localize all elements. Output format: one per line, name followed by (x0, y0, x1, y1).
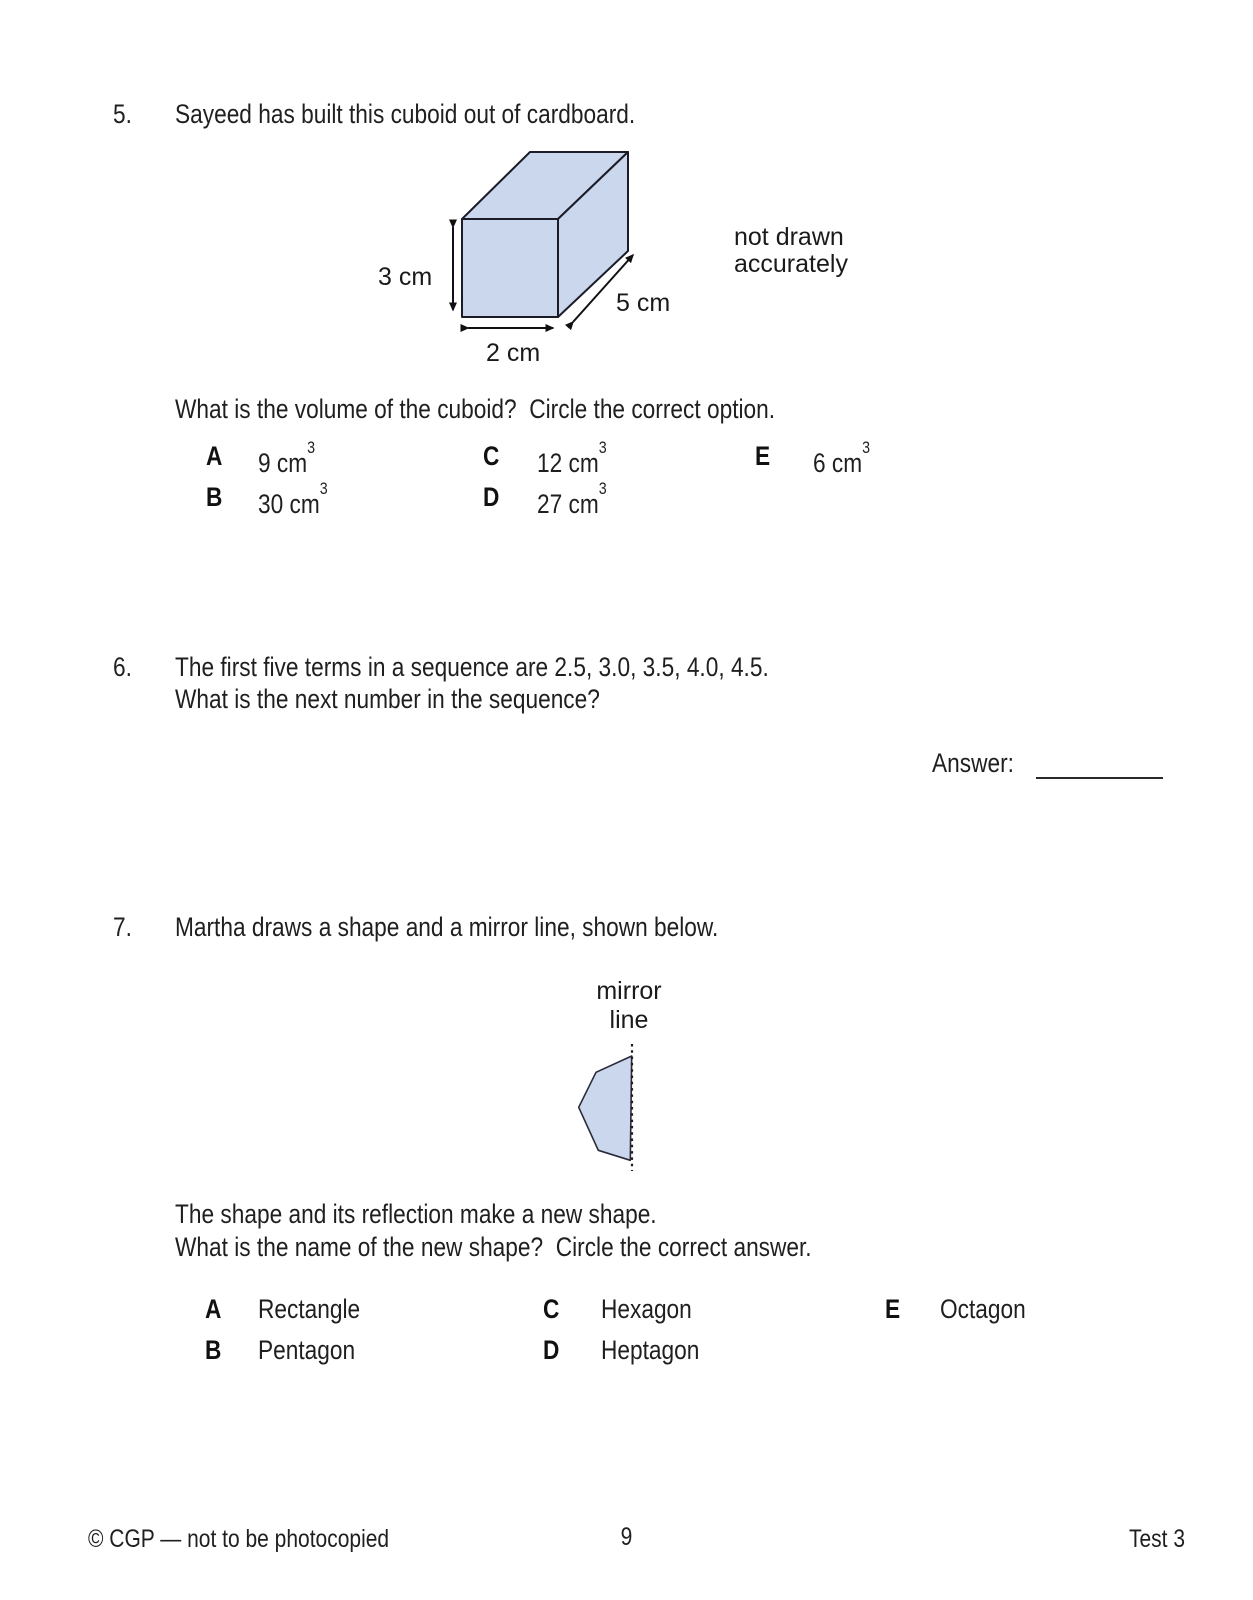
question-7-line2: What is the name of the new shape? Circle the correct answer. (175, 1232, 812, 1262)
question-7-number: 7. (113, 912, 132, 942)
q5-option-b-value[interactable]: 30 $cm^3$ (258, 479, 328, 519)
q5-option-e-value[interactable]: 6 $cm^3$ (813, 438, 871, 478)
q7-option-b-value[interactable]: Pentagon (258, 1335, 356, 1365)
q7-option-e-letter[interactable]: E (885, 1294, 901, 1324)
mirror-line-label (564, 977, 694, 1035)
q5-option-e-letter[interactable]: E (755, 441, 771, 471)
accuracy-note-line1: not drawn (734, 223, 844, 251)
width-label: 2 cm (486, 339, 541, 367)
q7-option-d-letter[interactable]: D (543, 1335, 560, 1365)
q5-option-d-value[interactable]: 27 $cm^3$ (537, 479, 607, 519)
q7-option-a-value[interactable]: Rectangle (258, 1294, 361, 1324)
q5-option-c-value[interactable]: 12 $cm^3$ (537, 438, 607, 478)
footer-copyright: © CGP — not to be photocopied (88, 1525, 390, 1553)
q5-option-a-letter[interactable]: A (206, 441, 223, 471)
question-7-line1: The shape and its reflection make a new shape. (175, 1199, 657, 1229)
answer-blank[interactable] (1036, 753, 1163, 779)
mirror-label-line1: mirror (596, 977, 662, 1005)
half-shape (579, 1056, 632, 1160)
depth-label: 5 cm (616, 289, 671, 317)
q7-option-a-letter[interactable]: A (205, 1294, 222, 1324)
question-5-prompt: Sayeed has built this cuboid out of cardboard. (175, 99, 636, 129)
question-5-number: 5. (113, 99, 132, 129)
question-7-prompt: Martha draws a shape and a mirror line, shown below. (175, 912, 719, 942)
q5-option-b-letter[interactable]: B (206, 482, 223, 512)
footer-test-label: Test 3 (1128, 1525, 1185, 1553)
q7-option-c-letter[interactable]: C (543, 1294, 560, 1324)
q5-option-c-letter[interactable]: C (483, 441, 500, 471)
mirror-diagram (560, 1035, 720, 1185)
accuracy-note (734, 224, 848, 278)
q7-option-c-value[interactable]: Hexagon (601, 1294, 692, 1324)
question-5-text: What is the volume of the cuboid? Circle the correct option. (175, 394, 776, 424)
cuboid-front-face (462, 219, 558, 317)
accuracy-note-line2: accurately (734, 250, 848, 278)
answer-label: Answer: (932, 748, 1014, 778)
q7-option-b-letter[interactable]: B (205, 1335, 222, 1365)
mirror-label-line2: line (609, 1006, 649, 1034)
question-6-line1: The first five terms in a sequence are 2.5, 3.0, 3.5, 4.0, 4.5. (175, 652, 769, 682)
question-6-line2: What is the next number in the sequence? (175, 684, 600, 714)
q7-option-d-value[interactable]: Heptagon (601, 1335, 700, 1365)
height-label: 3 cm (378, 263, 433, 291)
q7-option-e-value[interactable]: Octagon (940, 1294, 1026, 1324)
footer-page-number: 9 (620, 1523, 633, 1551)
q5-option-a-value[interactable]: 9 $cm^3$ (258, 438, 316, 478)
question-6-number: 6. (113, 652, 132, 682)
q5-option-d-letter[interactable]: D (483, 482, 500, 512)
